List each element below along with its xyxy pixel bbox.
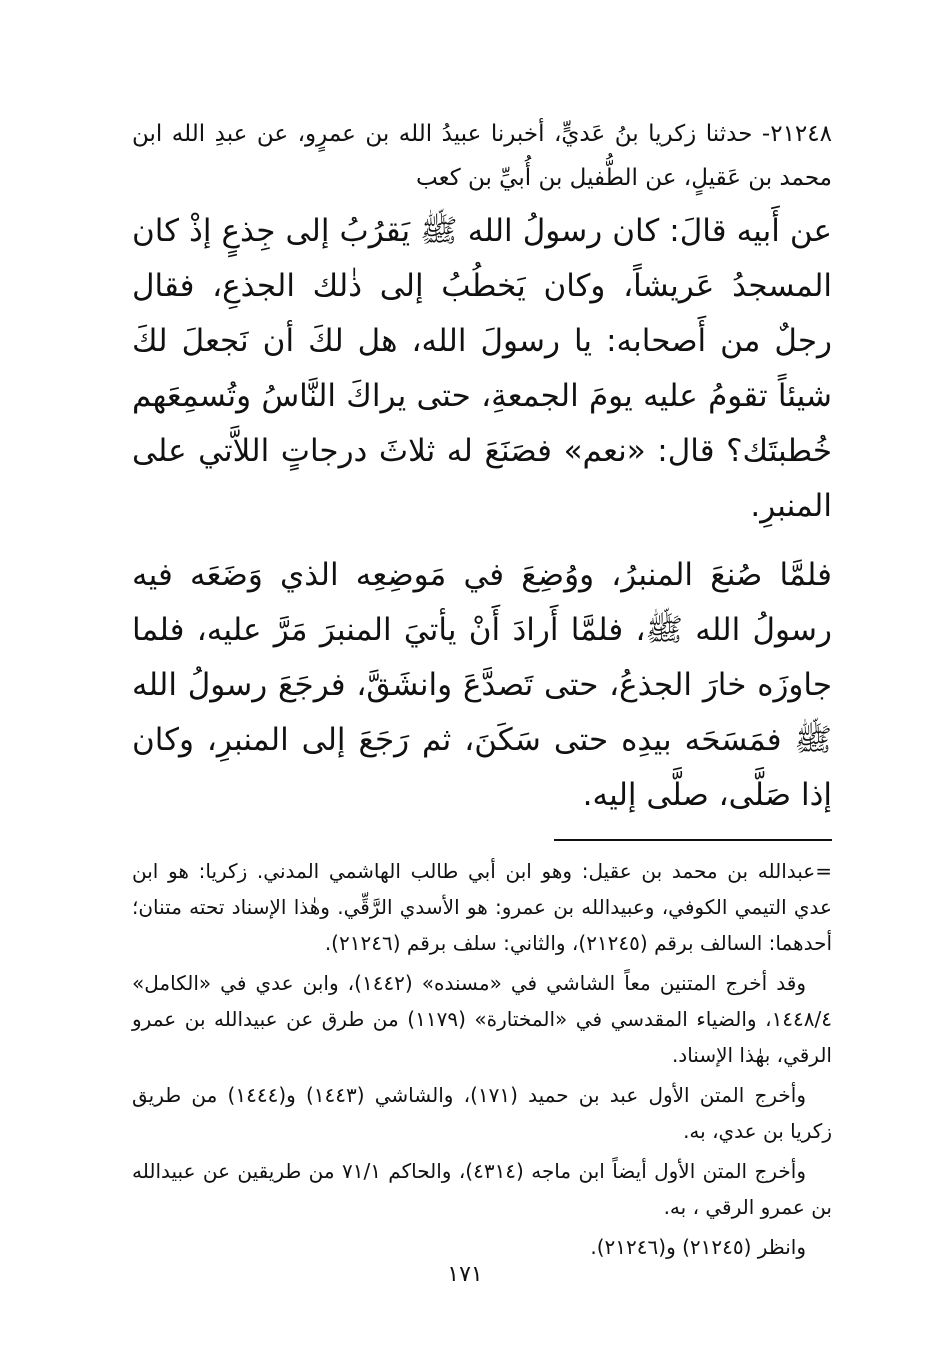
footnote-paragraph: وأخرج المتن الأول أيضاً ابن ماجه (٤٣١٤)، والحاكم ٧١/١ من طريقين عن عبيدالله بن عمرو الرقي ، به. xyxy=(132,1159,832,1219)
footnote-paragraph: وقد أخرج المتنين معاً الشاشي في «مسنده» (١٤٤٢)، وابن عدي في «الكامل» ١٤٤٨/٤، والضياء المقدسي في «المختارة» (١١٧٩) من طرق عن عبيدالله بن عمرو الرقي، بهٰذا الإسناد. xyxy=(132,971,833,1067)
page-number: ١٧١ xyxy=(447,1262,483,1287)
hadith-matn-paragraph-2: فلمَّا صُنعَ المنبرُ، ووُضِعَ في مَوضِعِه الذي وَضَعَه فيه رسولُ الله ﷺ، فلمَّا أَرادَ أَنْ يأتيَ المنبرَ مَرَّ عليه، فلما جاوزَه خارَ الجذعُ، حتى تَصدَّعَ وانشَقَّ، فرجَعَ رسولُ الله ﷺ فمَسَحَه بيدِه حتى سَكَنَ، ثم رَجَعَ إلى المنبرِ، وكان إذا صَلَّى، صلَّى إليه. xyxy=(132,557,832,813)
footnote-divider xyxy=(554,839,832,841)
footnote-paragraph: وأخرج المتن الأول عبد بن حميد (١٧١)، والشاشي (١٤٤٣) و(١٤٤٤) من طريق زكريا بن عدي، به. xyxy=(132,1083,832,1143)
footnote-paragraph: وانظر (٢١٢٤٥) و(٢١٢٤٦). xyxy=(590,1235,806,1259)
footnote-paragraph: =عبدالله بن محمد بن عقيل: وهو ابن أبي طالب الهاشمي المدني. زكريا: هو ابن عدي التيمي الكوفي، وعبيدالله بن عمرو: هو الأسدي الرَّقِّي. وهٰذا الإسناد تحته متنان؛ أحدهما: السالف برقم (٢١٢٤٥)، والثاني: سلف برقم (٢١٢٤٦). xyxy=(132,859,832,955)
hadith-isnad: ٢١٢٤٨- حدثنا زكريا بنُ عَديٍّ، أخبرنا عبيدُ الله بن عمرٍو، عن عبدِ الله ابن محمد بن عَقيلٍ، عن الطُّفيل بن أُبيِّ بن كعب xyxy=(132,121,832,191)
hadith-matn-paragraph-1: عن أَبيه قالَ: كان رسولُ الله ﷺ يَقرُبُ إلى جِذعٍ إذْ كان المسجدُ عَريشاً، وكان يَخطُبُ إلى ذٰلك الجذعِ، فقال رجلٌ من أَصحابه: يا رسولَ الله، هل لكَ أن نَجعلَ لكَ شيئاً تقومُ عليه يومَ الجمعةِ، حتى يراكَ النَّاسُ وتُسمِعَهم خُطبتَك؟ قال: «نعم» فصَنَعَ له ثلاثَ درجاتٍ اللاَّتي على المنبرِ. xyxy=(132,213,832,524)
